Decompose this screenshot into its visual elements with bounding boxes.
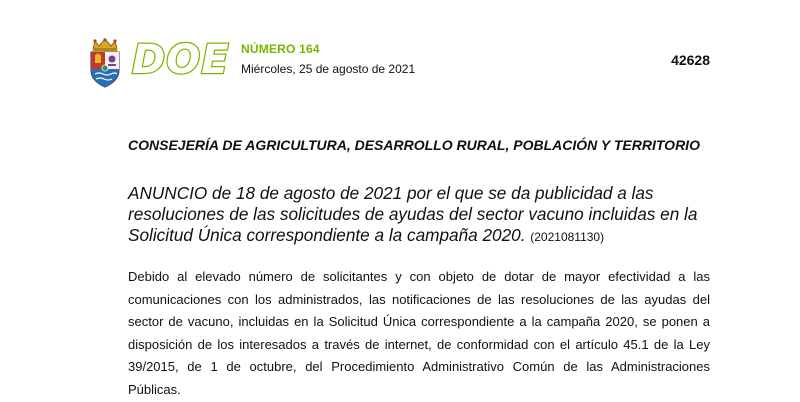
extremadura-coat-of-arms-icon (86, 38, 124, 88)
body-paragraph: Debido al elevado número de solicitantes y con objeto de dotar de mayor efectividad a las comunicaciones con los administrados, las notificaciones de las resoluciones de las ayudas del sector de vacuno, incluidas en la Solicitud Única correspondiente a la campaña 2020, se ponen a disposición de los interesados a través de internet, de conformidad con el artículo 45.1 de la Ley 39/2015, de 1 de octubre, del Procedimiento Administrativo Común de las Administraciones Públicas. (128, 269, 710, 397)
announcement-title-block (128, 183, 718, 248)
page-number: 42628 (671, 52, 710, 68)
announcement-reference: (2021081130) (530, 230, 605, 244)
document-header (0, 0, 800, 100)
issue-date: Miércoles, 25 de agosto de 2021 (241, 62, 416, 76)
doe-logo: DOE (132, 37, 230, 83)
department-heading: CONSEJERÍA DE AGRICULTURA, DESARROLLO RURAL, POBLACIÓN Y TERRITORIO (128, 137, 700, 153)
announcement-title: ANUNCIO de 18 de agosto de 2021 por el que se da publicidad a las resoluciones de las solicitudes de ayudas del sector vacuno incluidas en la Solicitud Única correspondiente a la campaña 2020. (128, 183, 698, 245)
issue-number: NÚMERO 164 (241, 42, 320, 56)
